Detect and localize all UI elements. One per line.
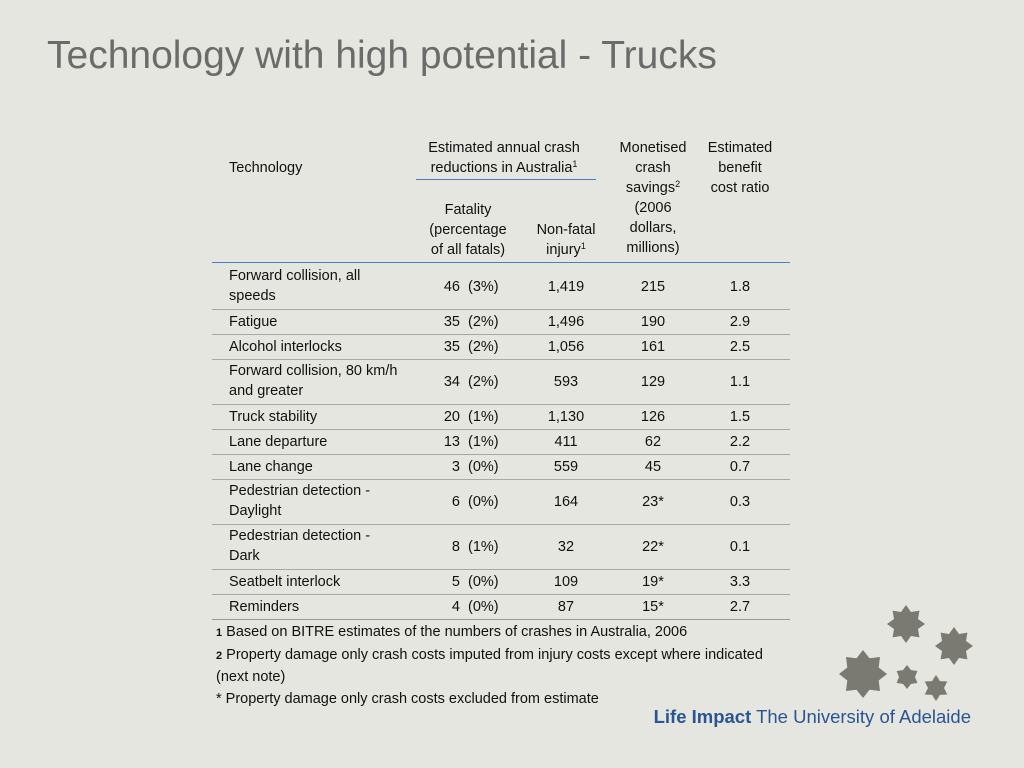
cell-nonfatal: 109 [553, 573, 579, 590]
cell-monetised: 215 [640, 278, 666, 295]
cell-fatal-pct: (2%) [468, 338, 499, 355]
cell-fatal-pct: (2%) [468, 373, 499, 390]
cell-technology: Fatigue [229, 313, 278, 330]
table-row [212, 404, 790, 429]
slide-title: Technology with high potential - Trucks [47, 34, 717, 77]
cell-monetised: 45 [644, 458, 662, 475]
cell-fatal: 35 [443, 338, 460, 355]
cell-bcr: 3.3 [729, 573, 751, 590]
cell-fatal-pct: (1%) [468, 538, 499, 555]
cell-bcr: 1.5 [729, 408, 751, 425]
cell-fatal: 34 [443, 373, 460, 390]
cell-monetised: 15* [642, 598, 664, 615]
footnote: 2 Property damage only crash costs imputed from injury costs except where indicated (next note) [216, 646, 763, 685]
cell-monetised: 22* [642, 538, 664, 555]
table-bottom-rule [212, 619, 790, 620]
cell-fatal: 35 [443, 313, 460, 330]
header-group-rule [416, 179, 596, 180]
cell-fatal-pct: (0%) [468, 493, 499, 510]
cell-technology: Reminders [229, 598, 300, 615]
cell-technology: Truck stability [229, 408, 318, 425]
cell-nonfatal: 32 [557, 538, 575, 555]
cell-nonfatal: 1,496 [547, 313, 585, 330]
cell-fatal-pct: (2%) [468, 313, 499, 330]
star-cluster-icon [836, 600, 986, 710]
star-shape [897, 665, 918, 689]
footer: Life Impact The University of Adelaide [653, 706, 971, 727]
cell-bcr: 0.3 [729, 493, 751, 510]
cell-monetised: 19* [642, 573, 664, 590]
cell-technology: Pedestrian detection - Daylight [229, 483, 371, 519]
cell-technology: Alcohol interlocks [229, 338, 342, 355]
table-row [212, 594, 790, 619]
cell-fatal: 8 [451, 538, 460, 555]
cell-fatal-pct: (1%) [468, 433, 499, 450]
table-row [212, 359, 790, 404]
cell-fatal-pct: (0%) [468, 458, 499, 475]
star-shape [935, 627, 973, 665]
table-row [212, 454, 790, 479]
cell-monetised: 126 [640, 408, 666, 425]
table-row [212, 569, 790, 594]
cell-monetised: 129 [640, 373, 666, 390]
star-shape [925, 675, 948, 701]
cell-bcr: 1.1 [729, 373, 751, 390]
cell-fatal-pct: (0%) [468, 598, 499, 615]
cell-bcr: 2.5 [729, 338, 751, 355]
cell-fatal-pct: (1%) [468, 408, 499, 425]
cell-technology: Forward collision, 80 km/h and greater [229, 363, 398, 399]
star-shape [887, 605, 925, 643]
cell-technology: Lane change [229, 458, 313, 475]
cell-nonfatal: 87 [557, 598, 575, 615]
header-bcr: Estimated benefit cost ratio [707, 140, 773, 196]
cell-bcr: 2.7 [729, 598, 751, 615]
cell-bcr: 0.1 [729, 538, 751, 555]
cell-monetised: 23* [642, 493, 664, 510]
table-row [212, 334, 790, 359]
table-row [212, 309, 790, 334]
cell-fatal-pct: (3%) [468, 278, 499, 295]
table-row [212, 524, 790, 569]
cell-bcr: 2.9 [729, 313, 751, 330]
cell-nonfatal: 411 [554, 433, 578, 450]
cell-monetised: 62 [644, 433, 662, 450]
table-row [212, 429, 790, 454]
cell-bcr: 0.7 [729, 458, 751, 475]
cell-technology: Lane departure [229, 433, 328, 450]
cell-nonfatal: 164 [553, 493, 579, 510]
cell-fatal: 6 [451, 493, 460, 510]
header-fatality: Fatality (percentage of all fatals) [429, 202, 507, 258]
cell-nonfatal: 559 [553, 458, 579, 475]
header-rule [212, 262, 790, 263]
header-technology: Technology [229, 160, 303, 176]
cell-nonfatal: 1,056 [547, 338, 585, 355]
star-shape [839, 650, 887, 698]
cell-technology: Pedestrian detection - Dark [229, 528, 371, 564]
cell-bcr: 1.8 [729, 278, 751, 295]
cell-monetised: 161 [640, 338, 666, 355]
cell-technology: Forward collision, all speeds [229, 268, 361, 304]
cell-technology: Seatbelt interlock [229, 573, 341, 590]
cell-fatal: 20 [443, 408, 460, 425]
table-row [212, 264, 790, 309]
header-monetised: Monetised crash savings$^2$ (2006 dollars, millions) [619, 140, 687, 256]
cell-bcr: 2.2 [729, 433, 751, 450]
cell-fatal: 5 [451, 573, 460, 590]
header-group: Estimated annual crash reductions in Australia$^1$ [428, 140, 580, 176]
table-row [212, 479, 790, 524]
cell-nonfatal: 1,419 [547, 278, 585, 295]
cell-fatal: 13 [443, 433, 460, 450]
cell-fatal: 46 [443, 278, 460, 295]
cell-fatal: 3 [451, 458, 460, 475]
footnotes [216, 622, 776, 710]
header-nonfatal: Non-fatal injury$^1$ [536, 222, 596, 258]
footnote: * Property damage only crash costs excluded from estimate [216, 690, 599, 707]
cell-fatal-pct: (0%) [468, 573, 499, 590]
cell-fatal: 4 [451, 598, 460, 615]
cell-nonfatal: 593 [553, 373, 579, 390]
cell-monetised: 190 [640, 313, 666, 330]
footnote: 1 Based on BITRE estimates of the numbers of crashes in Australia, 2006 [216, 624, 688, 640]
cell-nonfatal: 1,130 [547, 408, 585, 425]
